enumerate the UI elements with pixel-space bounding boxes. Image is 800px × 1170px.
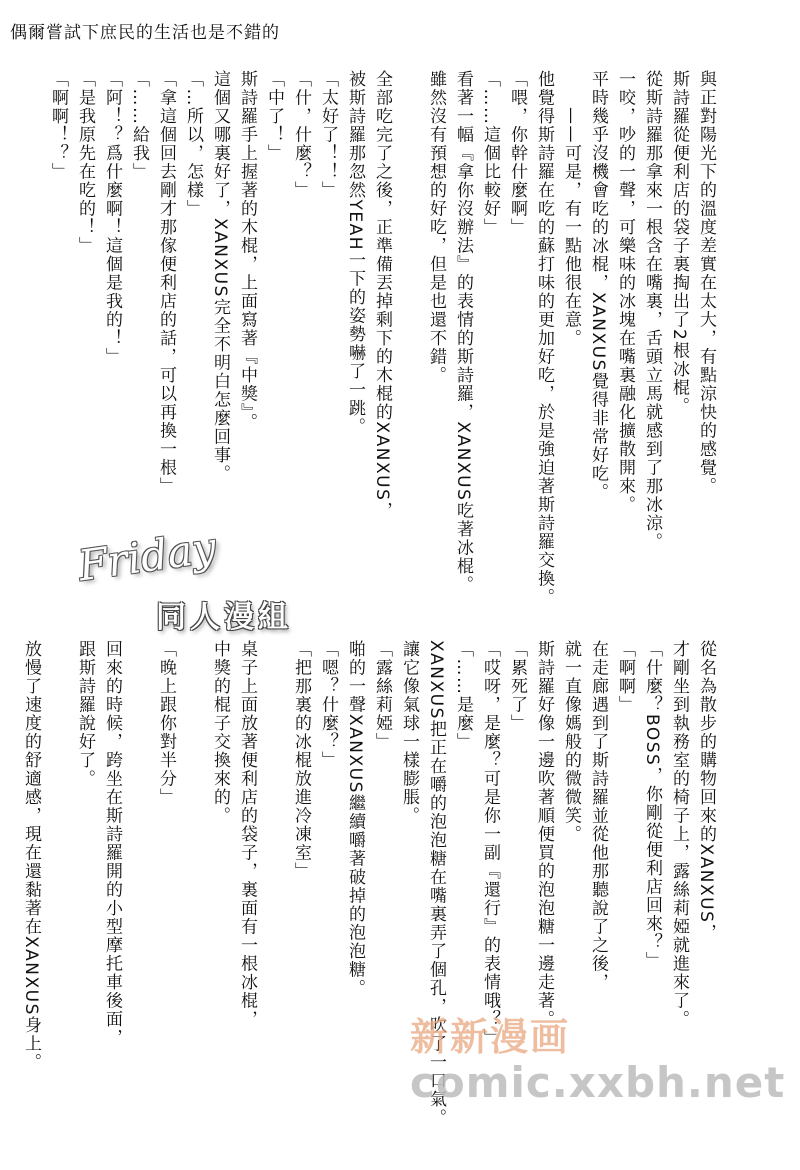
top-text-column: 「啊啊！？」: [48, 70, 68, 181]
top-text-column: 雖然沒有預想的好吃，但是也還不錯。: [426, 70, 446, 385]
logo-subtitle: 同人漫組: [156, 600, 292, 635]
text-block-top: [46, 70, 718, 607]
page-header: 偶爾嘗試下庶民的生活也是不錯的: [10, 23, 280, 43]
bottom-text-column: 才剛坐到執務室的椅子上，露絲莉婭就進來了。: [669, 640, 689, 1029]
bottom-text-column: 中獎的棍子交換來的。: [210, 640, 230, 825]
bottom-text-column: 「什麼？BOSS，你剛從便利店回來？」: [642, 640, 662, 970]
top-text-column: 與正對陽光下的溫度差實在太大，有點涼快的感覺。: [696, 70, 716, 496]
bottom-text-column: [46, 640, 70, 1127]
top-text-column: 「喂，你幹什麼啊」: [507, 70, 527, 237]
top-text-column: 從斯詩羅那拿來一根含在嘴裏，舌頭立馬就感到了那冰涼。: [642, 70, 662, 551]
top-text-column: 斯詩羅手上握著的木棍，上面寫著『中獎』。: [237, 70, 257, 432]
watermark-url: comic.xxbh.net: [410, 1058, 786, 1107]
bottom-text-column: 斯詩羅好像一邊吹著順便買的泡泡糖一邊走著。: [534, 640, 554, 1029]
bottom-text-column: 「啊啊」: [615, 640, 635, 714]
watermark-site-name: 新新漫画: [410, 1015, 571, 1059]
top-text-column: [397, 70, 421, 607]
top-text-column: 他覺得斯詩羅在吃的蘇打味的更加好吃，於是強迫著斯詩羅交換。: [534, 70, 554, 607]
top-text-column: 「……這個比較好」: [480, 70, 500, 237]
bottom-text-column: 「把那裏的冰棍放進冷凍室」: [291, 640, 311, 881]
top-text-column: 「拿這個回去剛才那傢便利店的話，可以再換一根」: [156, 70, 176, 496]
bottom-text-column: 「嗯？什麼？」: [318, 640, 338, 770]
top-text-column: 一咬，吵的一聲，可樂味的冰塊在嘴裏融化擴散開來。: [615, 70, 635, 514]
top-text-column: 斯詩羅從便利店的袋子裏掏出了2根冰棍。: [669, 70, 689, 416]
bottom-text-column: [127, 640, 151, 1127]
bottom-text-column: 讓它像氣球一樣膨脹。: [399, 640, 419, 825]
bottom-text-column: 放慢了速度的舒適感，現在還黏著在XANXUS身上。: [21, 640, 41, 1072]
bottom-text-column: 桌子上面放著便利店的袋子，裏面有一根冰棍，: [237, 640, 257, 1029]
bottom-text-column: 從名為散步的購物回來的XANXUS，: [696, 640, 716, 942]
bottom-text-column: [262, 640, 286, 1127]
bottom-text-column: 跟斯詩羅說好了。: [75, 640, 95, 788]
bottom-text-column: 回來的時候，跨坐在斯詩羅開的小型摩托車後面，: [102, 640, 122, 1047]
top-text-column: 「…所以，怎樣」: [183, 70, 203, 218]
bottom-text-column: 「晚上跟你對半分」: [156, 640, 176, 807]
bottom-text-column: XANXUS把正在嚼的泡泡糖在嘴裏弄了個孔，吹了一口氣。: [426, 640, 446, 1127]
top-text-column: 「什，什麼？」: [291, 70, 311, 200]
bottom-text-column: 「哎呀，是麼？可是你一副『還行』的表情哦？」: [480, 640, 500, 1047]
top-text-column: 「阿！？爲什麼啊！這個是我的！」: [102, 70, 122, 366]
top-text-column: 「……給我」: [129, 70, 149, 181]
bottom-text-column: 「露絲莉婭」: [372, 640, 392, 751]
bottom-text-column: [181, 640, 205, 1127]
bottom-text-column: 「累死了」: [507, 640, 527, 733]
bottom-text-column: 「……是麼」: [453, 640, 473, 751]
top-text-column: 「太好了！！」: [318, 70, 338, 200]
top-text-column: 平時幾乎沒機會吃的冰棍，XANXUS覺得非常好吃。: [588, 70, 608, 502]
bottom-text-column: 就一直像媽般的微微笑。: [561, 640, 581, 844]
top-text-column: 被斯詩羅那忽然YEAH一下的姿勢嚇了一跳。: [345, 70, 365, 437]
top-text-column: ——可是，有一點他很在意。: [561, 70, 581, 348]
logo-word: Friday: [75, 522, 220, 591]
bottom-text-column: 啪的一聲XANXUS繼續嚼著破掉的泡泡糖。: [345, 640, 365, 998]
bottom-text-column: 在走廊遇到了斯詩羅並從他那聽說了之後，: [588, 640, 608, 992]
top-text-column: 全部吃完了之後，正準備丟掉剩下的木棍的XANXUS，: [372, 70, 392, 520]
top-text-column: 這個又哪裏好了，XANXUS完全不明白怎麼回事。: [210, 70, 230, 483]
text-block-bottom: [19, 640, 718, 1127]
top-text-column: 「是我原先在吃的！」: [75, 70, 95, 255]
top-text-column: 「中了！」: [264, 70, 284, 163]
top-text-column: 看著一幅『拿你沒辦法』的表情的斯詩羅，XANXUS吃著冰棍。: [453, 70, 473, 594]
